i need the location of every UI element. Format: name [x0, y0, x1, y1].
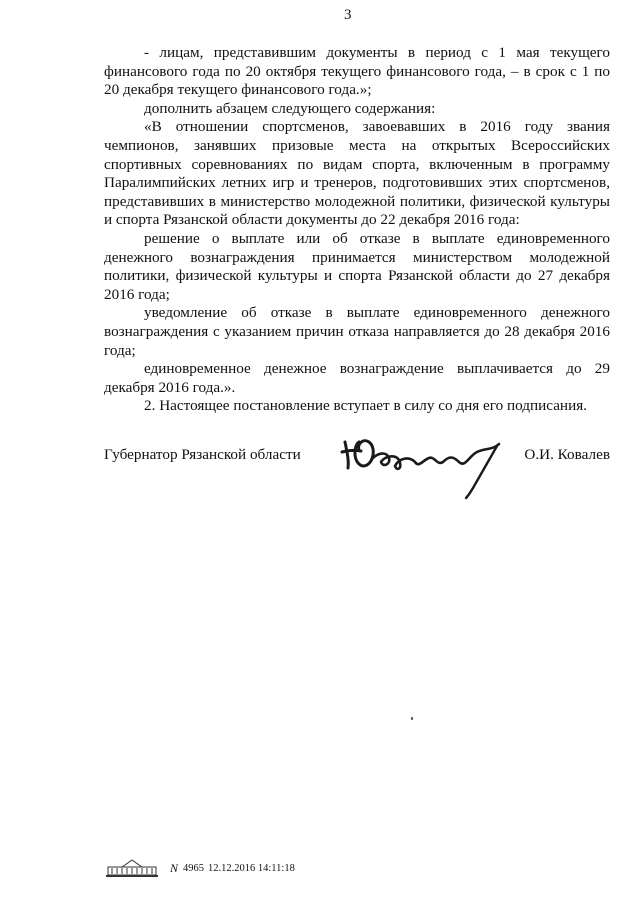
signatory-name: О.И. Ковалев	[524, 446, 610, 463]
paragraph-6: единовременное денежное вознаграждение выплачивается до 29 декабря 2016 года.».	[104, 360, 610, 396]
paragraph-2: дополнить абзацем следующего содержания:	[144, 99, 436, 117]
paragraph-1: - лицам, представившим документы в период с 1 мая текущего финансового года по 20 октября текущего финансового года, – в срок с 1 по 20 декабря текущего финансового года.»;	[104, 44, 610, 99]
paragraph-3: «В отношении спортсменов, завоевавших в 2016 году звания чемпионов, занявших призовые места на открытых Всероссийских спортивных соревнованиях по видам спорта, включенным в программу Паралимпийских летних игр и тренеров, подготовивших этих спортсменов, представивших в министерство молодежной политики, физической культуры и спорта Рязанской области документы до 22 декабря 2016 года:	[104, 118, 610, 229]
registration-mark: N	[170, 860, 179, 875]
paragraph-5: уведомление об отказе в выплате единовременного денежного вознаграждения с указанием причин отказа направляется до 28 декабря 2016 года;	[104, 304, 610, 359]
handwritten-signature	[339, 430, 509, 500]
document-body	[104, 44, 610, 416]
registration-number: 4965	[183, 862, 205, 874]
paragraph-4: решение о выплате или об отказе в выплате единовременного денежного вознаграждения принимается министерством молодежной политики, физической культуры и спорта Рязанской области до 27 декабря 2016 года;	[104, 229, 610, 303]
signatory-title: Губернатор Рязанской области	[104, 446, 301, 463]
signature-block	[104, 430, 610, 500]
scan-speck	[411, 717, 413, 720]
registration-datetime: 12.12.2016 14:11:18	[208, 862, 295, 874]
page-number: 3	[344, 7, 352, 23]
building-emblem-icon	[104, 858, 160, 878]
document-footer	[104, 858, 295, 878]
paragraph-7: 2. Настоящее постановление вступает в силу со дня его подписания.	[144, 397, 587, 415]
